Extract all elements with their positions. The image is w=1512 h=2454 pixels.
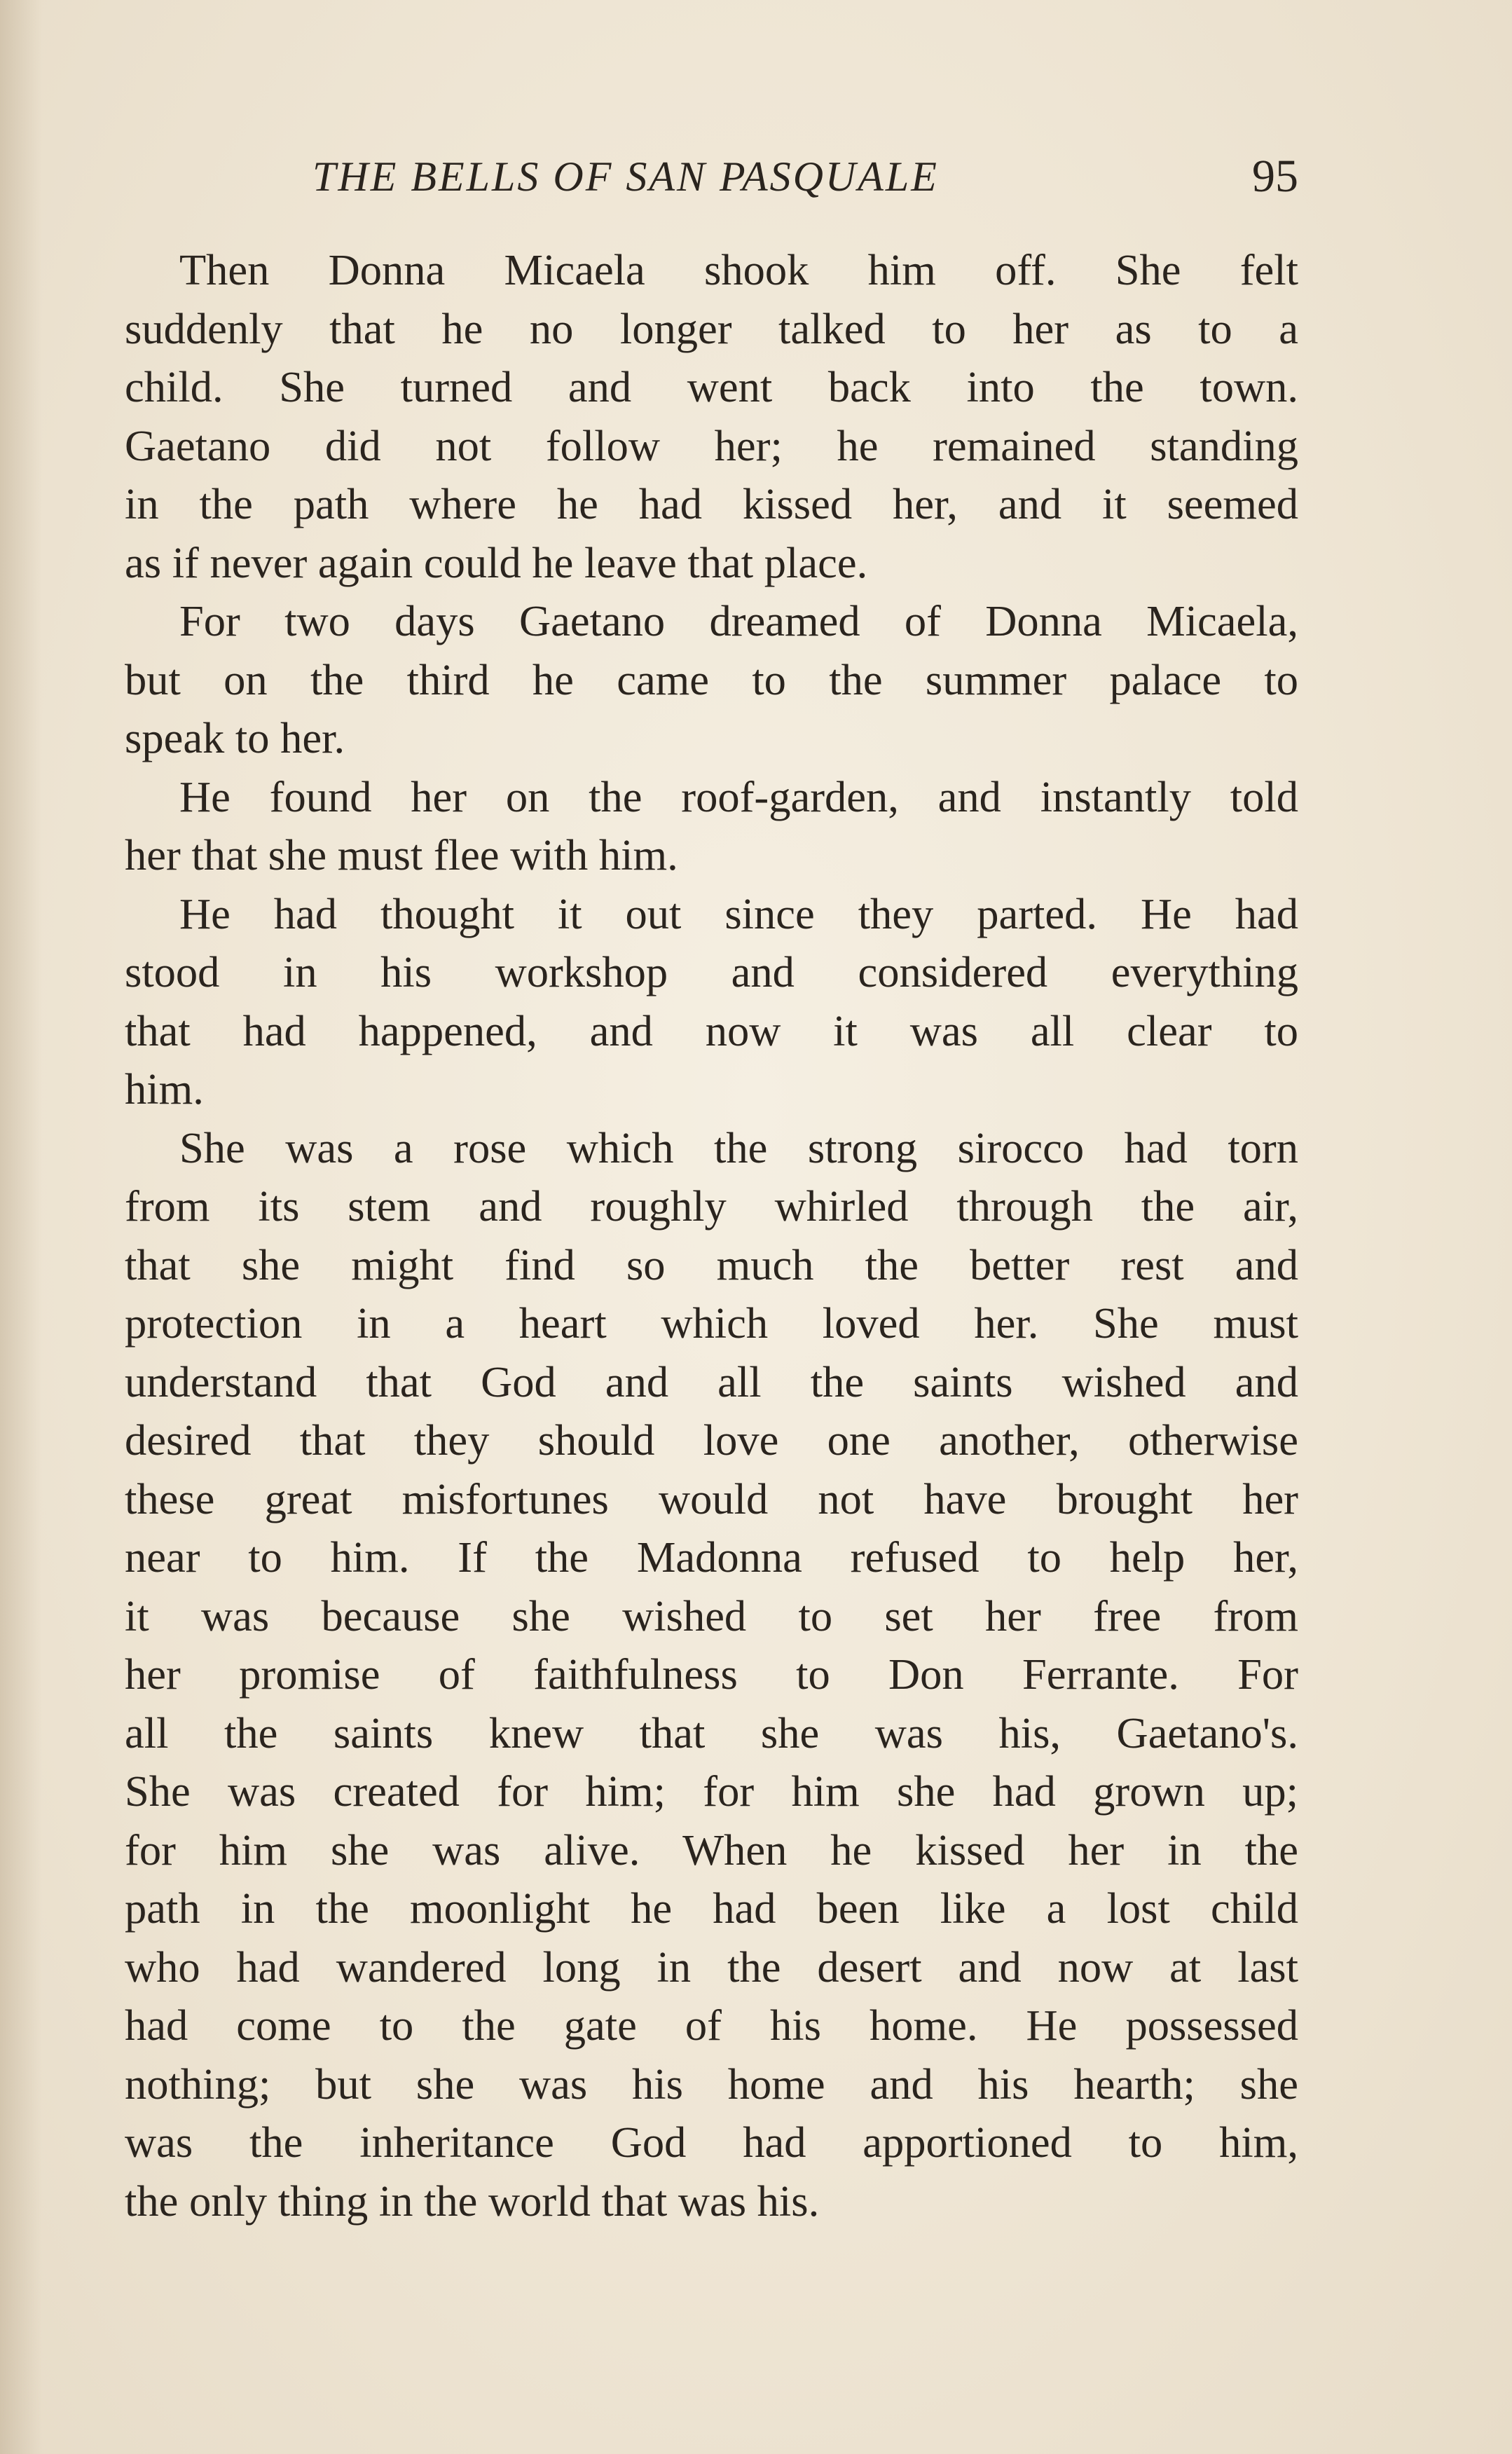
paragraph <box>125 1119 1298 2231</box>
text-line: all the saints knew that she was his, Gaetano's. <box>125 1708 1298 1757</box>
running-title: THE BELLS OF SAN PASQUALE <box>312 153 939 200</box>
text-line: for him she was alive. When he kissed her in the <box>125 1825 1298 1874</box>
text-line: understand that God and all the saints wished and <box>125 1357 1298 1406</box>
text-line: in the path where he had kissed her, and it seemed <box>125 479 1298 528</box>
text-line: her that she must flee with him. <box>125 830 678 879</box>
text-line: these great misfortunes would not have brought her <box>125 1474 1298 1523</box>
text-line: nothing; but she was his home and his hearth; she <box>125 2059 1298 2109</box>
body-text <box>125 241 1298 2230</box>
paragraph <box>125 885 1298 1119</box>
text-line: speak to her. <box>125 713 345 762</box>
text-line: She was created for him; for him she had grown up; <box>125 1767 1298 1816</box>
text-line: suddenly that he no longer talked to her as to a <box>125 303 1298 353</box>
paragraph <box>125 592 1298 768</box>
text-line: near to him. If the Madonna refused to help her, <box>125 1533 1298 1582</box>
text-line: He had thought it out since they parted. He had <box>179 889 1298 938</box>
text-line: For two days Gaetano dreamed of Donna Micaela, <box>179 596 1298 645</box>
text-line: path in the moonlight he had been like a lost child <box>125 1884 1298 1933</box>
text-line: but on the third he came to the summer palace to <box>125 654 1298 704</box>
text-line: had come to the gate of his home. He possessed <box>125 2001 1298 2050</box>
text-line: Gaetano did not follow her; he remained standing <box>125 420 1298 470</box>
text-line: She was a rose which the strong sirocco had torn <box>179 1123 1298 1172</box>
text-line: He found her on the roof-garden, and instantly told <box>179 772 1298 821</box>
text-line: child. She turned and went back into the town. <box>125 362 1298 411</box>
text-line: that had happened, and now it was all clear to <box>125 1006 1298 1055</box>
text-line: the only thing in the world that was his. <box>125 2176 820 2226</box>
text-line: protection in a heart which loved her. She must <box>125 1298 1298 1348</box>
text-line: her promise of faithfulness to Don Ferrante. For <box>125 1650 1298 1699</box>
text-line: who had wandered long in the desert and now at last <box>125 1942 1298 1992</box>
text-line: from its stem and roughly whirled through the air, <box>125 1181 1298 1231</box>
paragraph <box>125 241 1298 592</box>
page-number: 95 <box>1252 151 1298 202</box>
text-line: desired that they should love one another, otherwise <box>125 1415 1298 1465</box>
text-line: him. <box>125 1064 204 1113</box>
text-line: it was because she wished to set her free from <box>125 1591 1298 1640</box>
text-line: stood in his workshop and considered everything <box>125 947 1298 996</box>
text-line: as if never again could he leave that place. <box>125 537 868 587</box>
text-line: Then Donna Micaela shook him off. She felt <box>179 245 1298 294</box>
page-header <box>125 147 1298 210</box>
text-line: that she might find so much the better rest and <box>125 1240 1298 1289</box>
text-line: was the inheritance God had apportioned to him, <box>125 2118 1298 2167</box>
paragraph <box>125 768 1298 885</box>
